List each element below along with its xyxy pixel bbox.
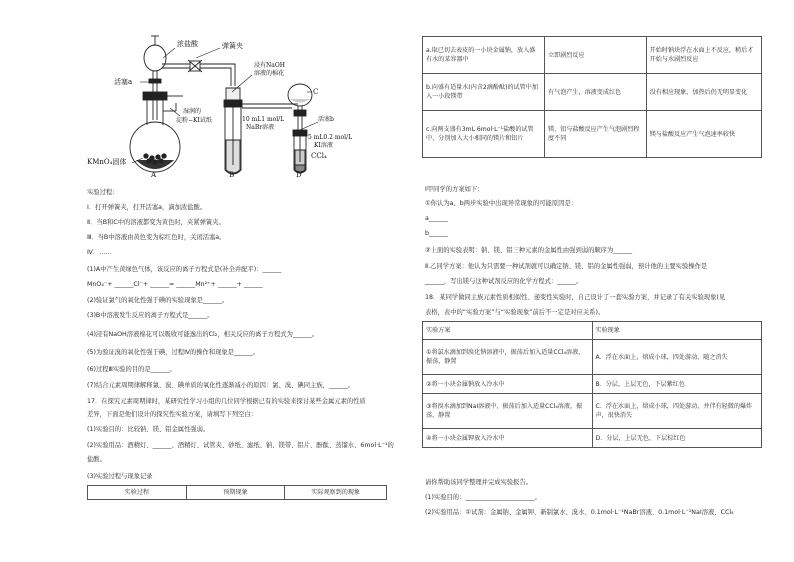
table-row — [423, 429, 762, 448]
ccl4-label: CCl₄ — [311, 152, 327, 160]
table-cell: ①将氯水滴加到溴化钠溶液中，振荡后加入适量CCl₄溶液，振荡，静置 — [423, 340, 593, 375]
naoh-cotton-label-2: 溶液的棉花 — [254, 70, 285, 77]
table-cell: 镁与盐酸反应产生气泡速率较快 — [646, 111, 761, 158]
label-d: D — [296, 171, 302, 179]
table-header-cell: 预期现象 — [186, 486, 285, 500]
delivery-tube — [162, 60, 235, 86]
text-line: (6)过程Ⅲ实验的目的是______。 — [87, 366, 176, 373]
text-line: (1)实验目的：______________________。 — [425, 494, 541, 501]
label-c: C — [313, 88, 319, 96]
text-line: (7)结合元素周期律解释氯、溴、碘单质的氧化性逐渐减小的原因：氯、溴、碘同主族，______。 — [87, 382, 355, 389]
clamp-a-label: 活塞a — [114, 78, 133, 86]
text-line: b______ — [425, 230, 448, 237]
ki-paper-label-1: 湿润的 — [183, 108, 202, 115]
text-line: 18．某同学做同主族元素性质相似性、递变性实验时，自己设计了一套实验方案，并记录了有关实验现象(见 — [425, 294, 726, 301]
text-line: Ⅲ．当B中溶液由黄色变为棕红色时，关闭活塞a。 — [87, 234, 226, 241]
text-line: 17．在探究元素周期律时，某研究性学习小组的几位同学根据已有的实验来探讨某些金属元素的性质 — [87, 398, 366, 405]
table-header-row — [88, 486, 387, 500]
text-line: Ⅰ甲同学的方案如下： — [425, 186, 484, 193]
text-line: 请你帮助该同学整理并完成实验报告。 — [425, 479, 533, 486]
apparatus-diagram — [0, 0, 397, 185]
table-row — [423, 394, 762, 429]
experiment-record-table — [87, 485, 387, 500]
text-line: 差异，下面是他们设计的探究性实验方案，请填写下列空白： — [87, 411, 258, 418]
table-cell: c.向两支盛有3mL 6mol·L⁻¹盐酸的试管中，分别加入大小相同的镁片和铝片 — [423, 111, 545, 158]
scheme-table — [422, 321, 762, 448]
observation-table — [422, 36, 762, 158]
text-line: (3)B中溶液发生反应的离子方程式是______。 — [87, 312, 214, 319]
right-column — [397, 0, 794, 562]
text-line: ______，写出镁与这种试剂反应的化学方程式：______。 — [425, 278, 583, 285]
nabr-label-2: NaBr溶液 — [246, 124, 275, 131]
text-line: 盐酸。 — [87, 456, 106, 463]
text-line: MnO₄⁻+ ______Cl⁻+ ______= ______Mn²⁺+ ______+ ______ — [87, 281, 263, 288]
text-line: a______ — [425, 215, 448, 222]
table-cell: ②将一小块金属钠放入冷水中 — [423, 375, 593, 394]
tube-b — [224, 88, 242, 174]
table-cell: 开始时钠块浮在水面上不反应，稍后才开始与水剧烈反应 — [646, 37, 761, 74]
text-line: (5)为验证溴的氧化性强于碘，过程Ⅳ的操作和现象是______。 — [87, 349, 260, 356]
label-a: A — [151, 171, 157, 179]
table-cell: 立即剧烈反应 — [545, 37, 647, 74]
table-row — [423, 375, 762, 394]
table-row — [423, 74, 762, 111]
text-line: Ⅱ．当B和C中的溶液都变为黄色时，夹紧弹簧夹。 — [87, 219, 225, 226]
ki-soln-label-1: 5 mL0.2 mol/L — [308, 134, 353, 141]
text-line: Ⅳ．…… — [87, 249, 112, 256]
table-header-cell: 实际观察到的现象 — [285, 486, 387, 500]
text-line: (2)实验用品：酒精灯、______、酒精灯、试管夹、砂纸、滤纸、钠、镁带、铝片、酚酞、蒸馏水、6mol·L⁻¹的 — [87, 442, 394, 449]
table-cell: C．浮在水面上，熔成小球，四处游动，并伴有轻微的爆炸声，很快消失 — [592, 394, 762, 429]
text-line: ①你认为a、b两步实验中出现异常现象的可能原因是： — [425, 200, 578, 207]
table-header-row — [423, 322, 762, 340]
clamp-b-label: 活塞b — [318, 116, 334, 123]
table-cell: D．分层，上层无色，下层棕红色 — [592, 429, 762, 448]
kmno4-label: KMnO₄固体 — [87, 158, 127, 166]
text-line: Ⅱ.乙同学方案：他认为只需要一种试剂就可以确定钠、镁、铝的金属性强弱，预计他的主要实验操作是 — [425, 263, 708, 270]
table-header-cell: 实验现象 — [592, 322, 762, 340]
label-b: B — [229, 171, 235, 179]
text-line: (3)实验过程与现象记录 — [87, 473, 153, 480]
table-row — [423, 111, 762, 158]
text-line: ②上面的实验表明：钠、镁、铝三种元素的金属性由强到弱的顺序为______ — [425, 247, 633, 254]
table-header-cell: 实验过程 — [88, 486, 187, 500]
text-line: 实验过程： — [87, 189, 119, 196]
text-line: (4)浸有NaOH溶液棉花可以吸收可能逸出的Cl₂，相关反应的离子方程式为______。 — [87, 331, 319, 338]
text-line: Ⅰ．打开弹簧夹，打开活塞a，滴加浓盐酸。 — [87, 204, 207, 211]
table-cell: B．分层，上层无色，下层紫红色 — [592, 375, 762, 394]
table-row — [423, 37, 762, 74]
ki-soln-label-2: KI溶液 — [314, 142, 333, 149]
spring-clamp-label: 弹簧夹 — [222, 42, 243, 50]
table-cell: 镁、铝与盐酸反应产生气泡剧烈程度不同 — [545, 111, 647, 158]
table-cell: A．浮在水面上，熔成小球，四处游动，随之消失 — [592, 340, 762, 375]
text-line: (2)验证氯气的氧化性强于碘的实验现象是______。 — [87, 297, 229, 304]
text-line: 表格，表中的“实验方案”与“实验现象”前后不一定是对应关系)。 — [425, 309, 605, 316]
table-cell: b.向盛有适量水(内含2滴酚酞)的试管中加入一小段镁带 — [423, 74, 545, 111]
table-header-cell: 实验方案 — [423, 322, 593, 340]
text-line: (2)实验用品：①试剂：金属钠、金属钾、新制氯水、溴水、0.1mol·L⁻¹NaBr溶液、0.1mol·L⁻¹NaI溶液、CCl₄ — [425, 509, 734, 516]
naoh-cotton-label-1: 浸有NaOH — [254, 62, 285, 69]
table-cell: ③将溴水滴加到NaI溶液中，振荡后加入适量CCl₄溶液，振荡，静置 — [423, 394, 593, 429]
text-line: (1)实验目的：比较钠、镁、铝金属性强弱。 — [87, 426, 210, 433]
table-cell: 没有相应现象，加热后仍无明显变化 — [646, 74, 761, 111]
text-line: (1)A中产生黄绿色气体，该反应的离子方程式是(补全并配平)：______ — [87, 266, 282, 273]
tube-d — [293, 130, 307, 173]
conc-hcl-label: 浓盐酸 — [177, 40, 198, 48]
nabr-label-1: 10 mL1 mol/L — [242, 116, 285, 123]
ki-paper-label-2: 淀粉−KI试纸 — [176, 117, 212, 124]
table-row — [423, 340, 762, 375]
table-cell: ④将一小块金属钾放入冷水中 — [423, 429, 593, 448]
table-cell: a.取已切去表皮的一小块金属钠，放入盛有水的某容器中 — [423, 37, 545, 74]
table-cell: 有气泡产生，溶液变成红色 — [545, 74, 647, 111]
